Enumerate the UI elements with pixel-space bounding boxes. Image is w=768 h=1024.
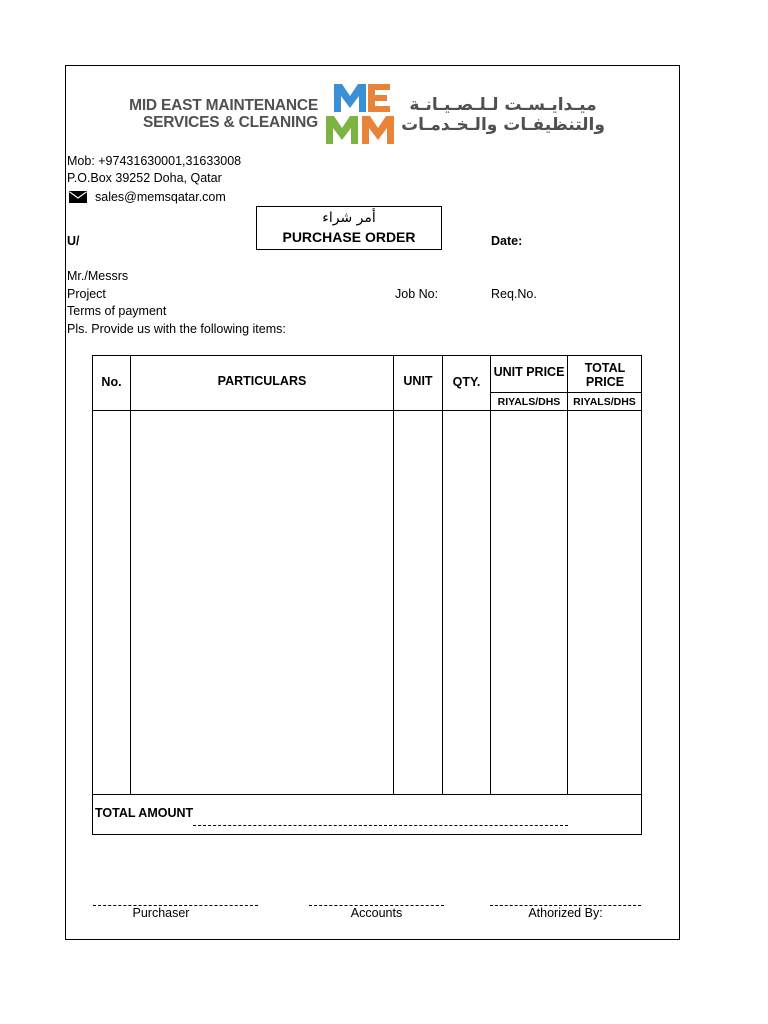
to-label: U/	[67, 234, 80, 248]
total-amount-label: TOTAL AMOUNT	[95, 806, 194, 820]
date-label: Date:	[491, 234, 523, 248]
messrs-label: Mr./Messrs	[67, 269, 129, 283]
column-header-qty: QTY.	[452, 375, 481, 389]
items-table	[92, 355, 642, 835]
document-title-arabic: أمر شراء	[322, 210, 376, 226]
project-label: Project	[67, 287, 106, 301]
column-header-no: No.	[101, 375, 122, 389]
purchaser-label: Purchaser	[132, 906, 190, 920]
authorized-label: Athorized By:	[528, 906, 603, 920]
column-divider	[490, 356, 491, 794]
company-name-english	[128, 97, 318, 131]
envelope-icon	[69, 191, 87, 203]
company-name-ar-line2: والتنظيفـات والـخـدمـات	[401, 115, 605, 135]
total-amount-field[interactable]	[193, 825, 568, 826]
column-divider	[567, 356, 568, 794]
company-name-arabic	[398, 95, 608, 135]
total-row-divider	[93, 794, 641, 795]
email-link[interactable]: sales@memsqatar.com	[95, 190, 226, 204]
column-divider	[130, 356, 131, 794]
column-subheader-unit-price: RIYALS/DHS	[497, 396, 561, 408]
po-box: P.O.Box 39252 Doha, Qatar	[67, 171, 222, 185]
column-divider	[393, 356, 394, 794]
column-header-particulars: PARTICULARS	[217, 374, 307, 388]
company-name-ar-line1: ميـدايـسـت لـلـصـيـانـة	[409, 95, 597, 115]
column-subheader-total-price: RIYALS/DHS	[573, 396, 636, 408]
company-logo	[324, 80, 396, 146]
job-no-label: Job No:	[395, 287, 439, 301]
document-title-box	[256, 206, 442, 250]
column-header-total-price: TOTAL PRICE	[584, 361, 626, 389]
mobile-number: Mob: +97431630001,31633008	[67, 154, 242, 168]
column-divider	[442, 356, 443, 794]
req-no-label: Req.No.	[491, 287, 537, 301]
document-title: PURCHASE ORDER	[282, 229, 416, 245]
accounts-label: Accounts	[350, 906, 403, 920]
company-name-line1: MID EAST MAINTENANCE	[129, 97, 318, 114]
column-header-unit-price: UNIT PRICE	[493, 365, 565, 379]
table-header-divider	[93, 410, 641, 411]
company-name-line2: SERVICES & CLEANING	[142, 114, 318, 131]
terms-of-payment-label: Terms of payment	[67, 304, 167, 318]
price-subheader-divider	[490, 392, 641, 393]
instructions-text: Pls. Provide us with the following items:	[67, 322, 286, 336]
column-header-unit: UNIT	[403, 374, 433, 388]
